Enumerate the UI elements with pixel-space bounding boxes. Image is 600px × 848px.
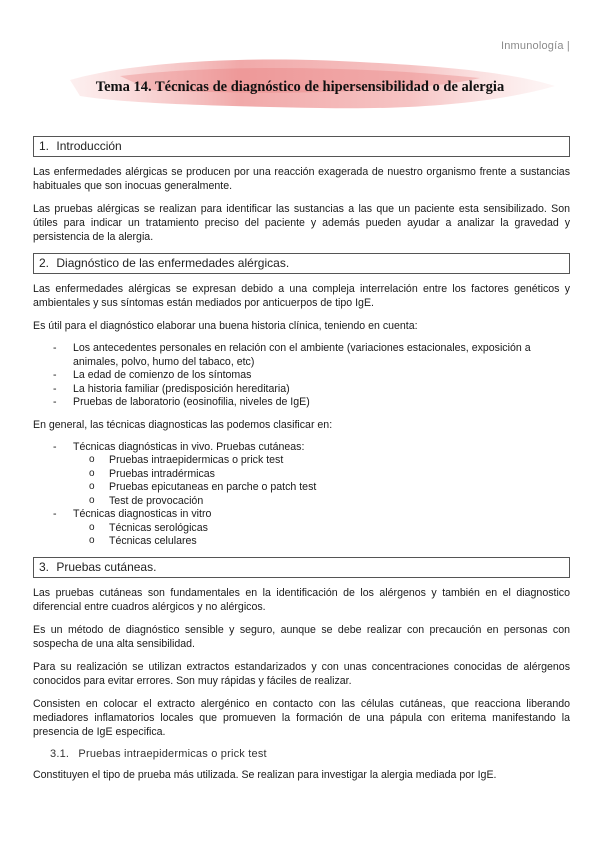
history-list (33, 342, 570, 410)
sub-list-item: o Técnicas serológicas (73, 522, 570, 536)
section-number: 1. (39, 139, 50, 153)
paragraph: Las enfermedades alérgicas se expresan debido a una compleja interrelación entre los factores genéticos y ambientales y sus síntomas están mediados por anticuerpos de tipo IgE. (33, 283, 570, 309)
sub-list-item: o Técnicas celulares (73, 535, 570, 549)
list-item-label: Técnicas diagnósticas in vivo. Pruebas cutáneas: (73, 440, 305, 453)
sub-list-item: o Pruebas intradérmicas (73, 468, 570, 482)
sub-list-item: o Pruebas intraepidermicas o prick test (73, 454, 570, 468)
sub-list (73, 454, 570, 508)
sub-list (73, 522, 570, 549)
section-1-heading (33, 136, 570, 157)
subsection-3-1-heading (50, 748, 570, 760)
list-item (33, 441, 570, 509)
list-item: - Pruebas de laboratorio (eosinofilia, niveles de IgE) (33, 396, 570, 410)
section-number: 3. (39, 559, 50, 574)
section-2-heading (33, 253, 570, 274)
subsection-title: Pruebas intraepidermicas o prick test (78, 747, 267, 760)
document-body (33, 136, 570, 791)
subsection-number: 3.1. (50, 747, 70, 760)
document-title: Tema 14. Técnicas de diagnóstico de hipersensibilidad o de alergia (95, 79, 505, 95)
running-header: Inmunología | (500, 40, 570, 52)
paragraph: En general, las técnicas diagnosticas las podemos clasificar en: (33, 418, 333, 431)
section-title: Introducción (56, 139, 122, 153)
paragraph: Es un método de diagnóstico sensible y seguro, aunque se debe realizar con precaución en personas con sospecha de una alta sensibilidad. (33, 623, 570, 650)
paragraph: Las pruebas cutáneas son fundamentales en la identificación de los alérgenos y también en el diagnostico diferencial entre cuadros alérgicos y no alérgicos. (33, 586, 570, 613)
list-item: - La historia familiar (predisposición hereditaria) (33, 383, 570, 397)
list-item: - La edad de comienzo de los síntomas (33, 369, 570, 383)
section-number: 2. (39, 256, 50, 270)
paragraph: Las enfermedades alérgicas se producen por una reacción exagerada de nuestro organismo frente a sustancias habituales que son inocuas generalmente. (33, 166, 570, 192)
section-title: Pruebas cutáneas. (56, 559, 157, 574)
section-3-heading (33, 557, 570, 578)
section-title: Diagnóstico de las enfermedades alérgicas. (56, 256, 290, 270)
paragraph: Las pruebas alérgicas se realizan para identificar las sustancias a las que un paciente esta sensibilizado. Son útiles para indicar un tratamiento preciso del paciente y además pueden ayudar a analizar la gravedad y persistencia de la alergia. (33, 203, 570, 243)
list-item: - Los antecedentes personales en relación con el ambiente (variaciones estacionales, exposición a animales, polvo, humo del tabaco, etc) (33, 342, 570, 369)
paragraph: Constituyen el tipo de prueba más utilizada. Se realizan para investigar la alergia mediada por IgE. (33, 768, 497, 781)
sub-list-item: o Test de provocación (73, 495, 570, 509)
paragraph: Es útil para el diagnóstico elaborar una buena historia clínica, teniendo en cuenta: (33, 320, 418, 332)
paragraph: Para su realización se utilizan extractos estandarizados y con unas concentraciones conocidas de alérgenos conocidos para evitar errores. Son muy rápidas y fáciles de realizar. (33, 660, 570, 687)
paragraph: Consisten en colocar el extracto alergénico en contacto con las células cutáneas, que reacciona liberando mediadores inflamatorios locales que promueven la formación de una pápula con eritema manifestando la presencia de IgE especifica. (33, 697, 570, 738)
list-item-label: Técnicas diagnosticas in vitro (73, 508, 212, 520)
techniques-list (33, 441, 570, 549)
list-item (33, 508, 570, 549)
sub-list-item: o Pruebas epicutaneas en parche o patch test (73, 481, 570, 495)
